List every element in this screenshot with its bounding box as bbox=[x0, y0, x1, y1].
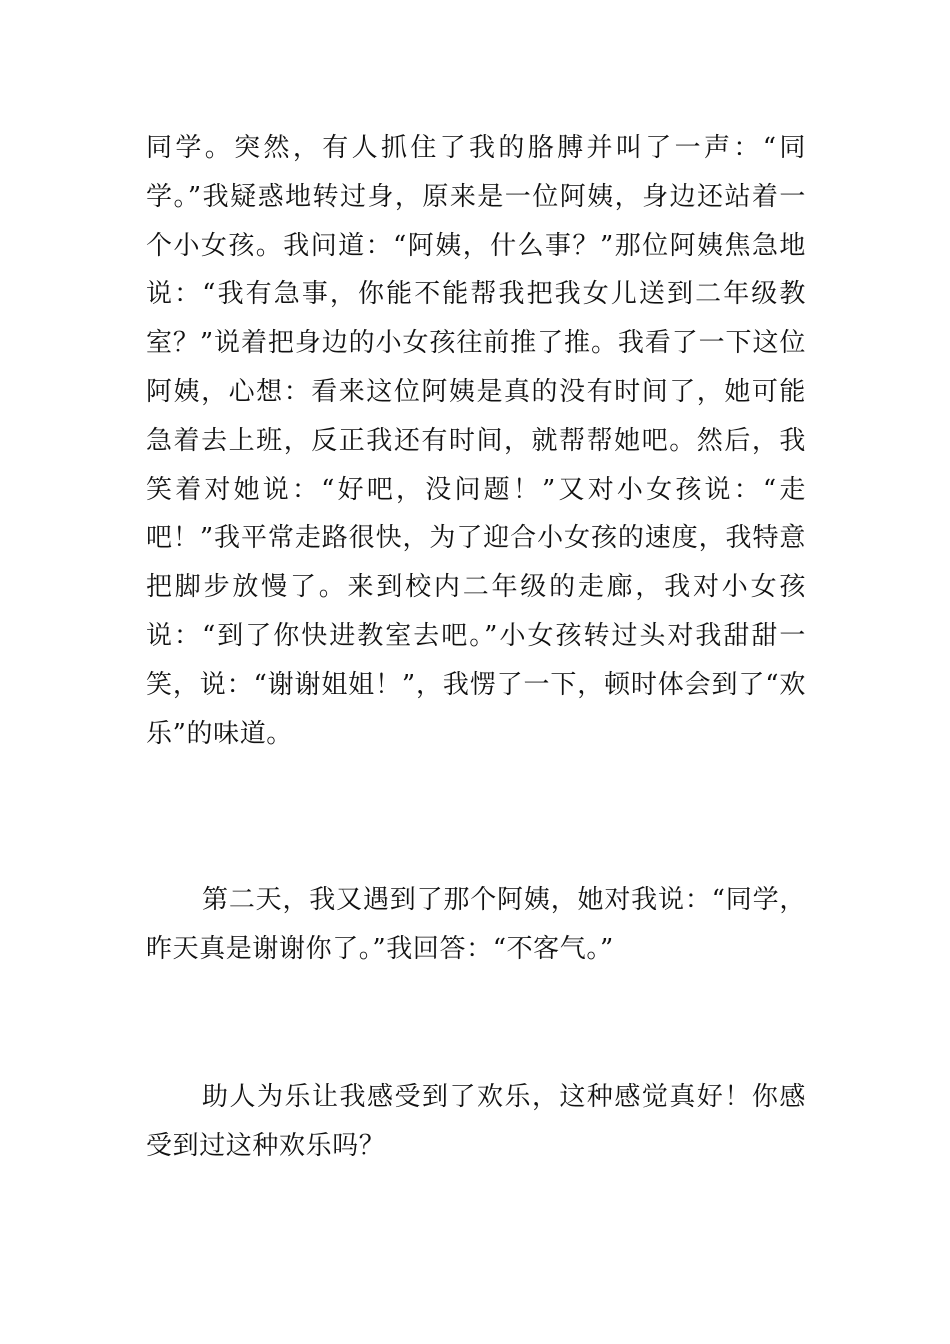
paragraph-conclusion: 助人为乐让我感受到了欢乐，这种感觉真好！你感受到过这种欢乐吗？ bbox=[146, 1082, 806, 1161]
paragraph-next-day: 第二天，我又遇到了那个阿姨，她对我说：“同学，昨天真是谢谢你了。”我回答：“不客气。” bbox=[146, 885, 806, 964]
paragraph-continuation: 同学。突然，有人抓住了我的胳膊并叫了一声：“同学。”我疑惑地转过身，原来是一位阿姨，身边还站着一个小女孩。我问道：“阿姨，什么事？”那位阿姨焦急地说：“我有急事，你能不能帮我把我女儿送到二年级教室？”说着把身边的小女孩往前推了推。我看了一下这位阿姨，心想：看来这位阿姨是真的没有时间了，她可能急着去上班，反正我还有时间，就帮帮她吧。然后，我笑着对她说：“好吧，没问题！”又对小女孩说：“走吧！”我平常走路很快，为了迎合小女孩的速度，我特意把脚步放慢了。来到校内二年级的走廊，我对小女孩说：“到了你快进教室去吧。”小女孩转过头对我甜甜一笑，说：“谢谢姐姐！”，我愣了一下，顿时体会到了“欢乐”的味道。 bbox=[146, 133, 806, 749]
